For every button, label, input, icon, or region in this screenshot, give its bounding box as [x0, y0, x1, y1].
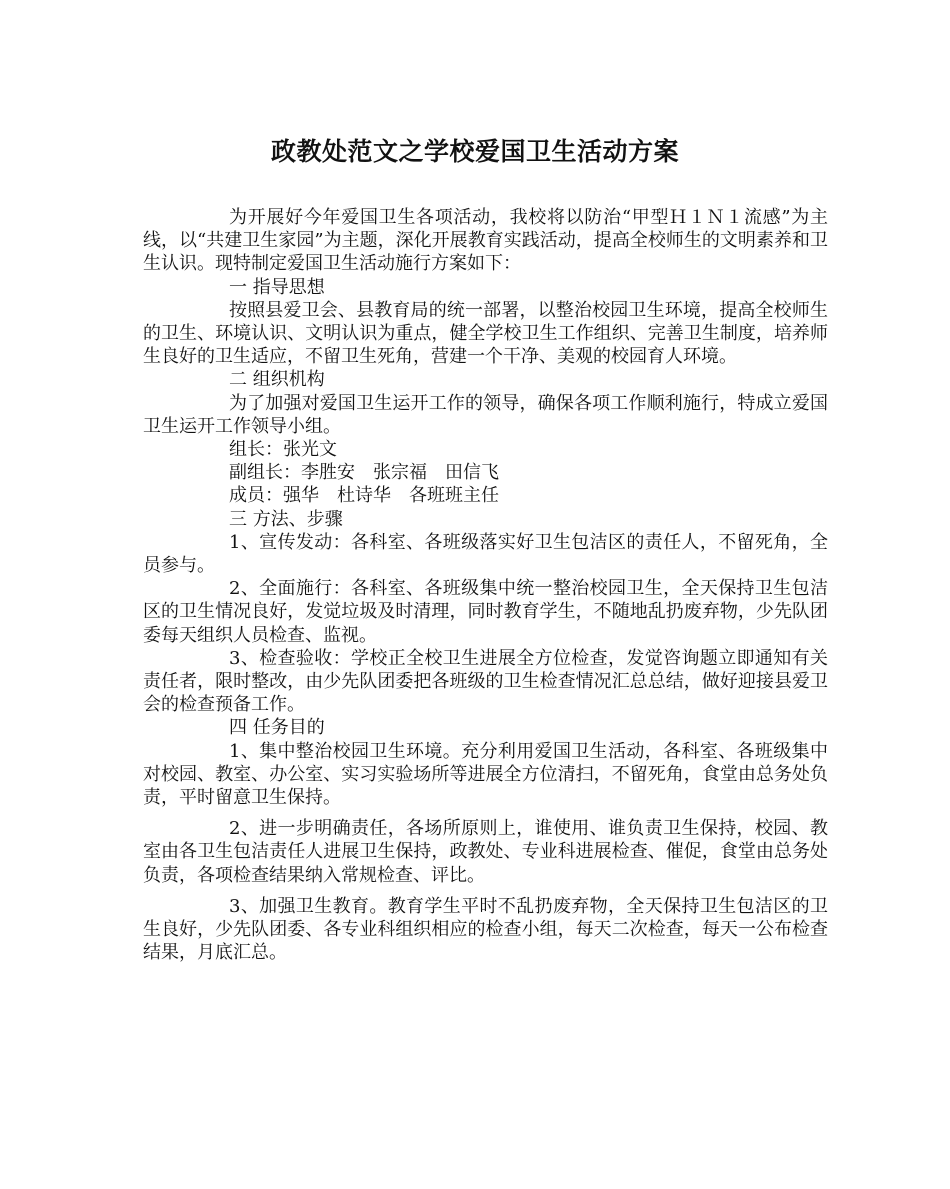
organization-paragraph: 为了加强对爱国卫生运开工作的领导，确保各项工作顺利施行，特成立爱国卫生运开工作领导小组。 [143, 392, 828, 437]
guiding-ideology-paragraph: 按照县爱卫会、县教育局的统一部署，以整治校园卫生环境，提高全校师生的卫生、环境认识、文明认识为重点，健全学校卫生工作组织、完善卫生制度，培养师生良好的卫生适应，不留卫生死角，营建一个干净、美观的校园育人环境。 [143, 299, 828, 368]
document-body [143, 206, 828, 965]
section-heading-organization: 二 组织机构 [229, 369, 325, 391]
task-rectify-paragraph: 1、集中整治校园卫生环境。充分利用爱国卫生活动，各科室、各班级集中对校园、教室、办公室、实习实验场所等进展全方位清扫，不留死角，食堂由总务处负责，平时留意卫生保持。 [143, 740, 828, 809]
section-heading-methods-steps: 三 方法、步骤 [229, 508, 343, 530]
leader-line: 组长：张光文 [229, 439, 337, 461]
section-heading-tasks-goals: 四 任务目的 [229, 717, 325, 739]
members-line: 成员：强华 杜诗华 各班班主任 [229, 485, 499, 507]
step-inspection-paragraph: 3、检查验收：学校正全校卫生进展全方位检查，发觉咨询题立即通知有关责任者，限时整改，由少先队团委把各班级的卫生检查情况汇总总结，做好迎接县爱卫会的检查预备工作。 [143, 647, 828, 716]
intro-paragraph: 为开展好今年爱国卫生各项活动，我校将以防治“甲型Ｈ１Ｎ１流感”为主线，以“共建卫生家园”为主题，深化开展教育实践活动，提高全校师生的文明素养和卫生认识。现特制定爱国卫生活动施行方案如下： [143, 207, 828, 275]
deputy-leader-line: 副组长：李胜安 张宗福 田信飞 [229, 462, 499, 484]
step-publicity-paragraph: 1、宣传发动：各科室、各班级落实好卫生包洁区的责任人，不留死角，全员参与。 [143, 531, 828, 577]
document-title: 政教处范文之学校爱国卫生活动方案 [270, 137, 679, 166]
step-implementation-paragraph: 2、全面施行：各科室、各班级集中统一整治校园卫生，全天保持卫生包洁区的卫生情况良好，发觉垃圾及时清理，同时教育学生，不随地乱扔废弃物，少先队团委每天组织人员检查、监视。 [143, 578, 828, 646]
task-responsibility-paragraph: 2、进一步明确责任，各场所原则上，谁使用、谁负责卫生保持，校园、教室由各卫生包洁责任人进展卫生保持，政教处、专业科进展检查、催促，食堂由总务处负责，各项检查结果纳入常规检查、评比。 [143, 818, 828, 886]
task-education-paragraph: 3、加强卫生教育。教育学生平时不乱扔废弃物，全天保持卫生包洁区的卫生良好，少先队团委、各专业科组织相应的检查小组，每天二次检查，每天一公布检查结果，月底汇总。 [143, 895, 828, 964]
section-heading-guiding-ideology: 一 指导思想 [229, 276, 325, 298]
